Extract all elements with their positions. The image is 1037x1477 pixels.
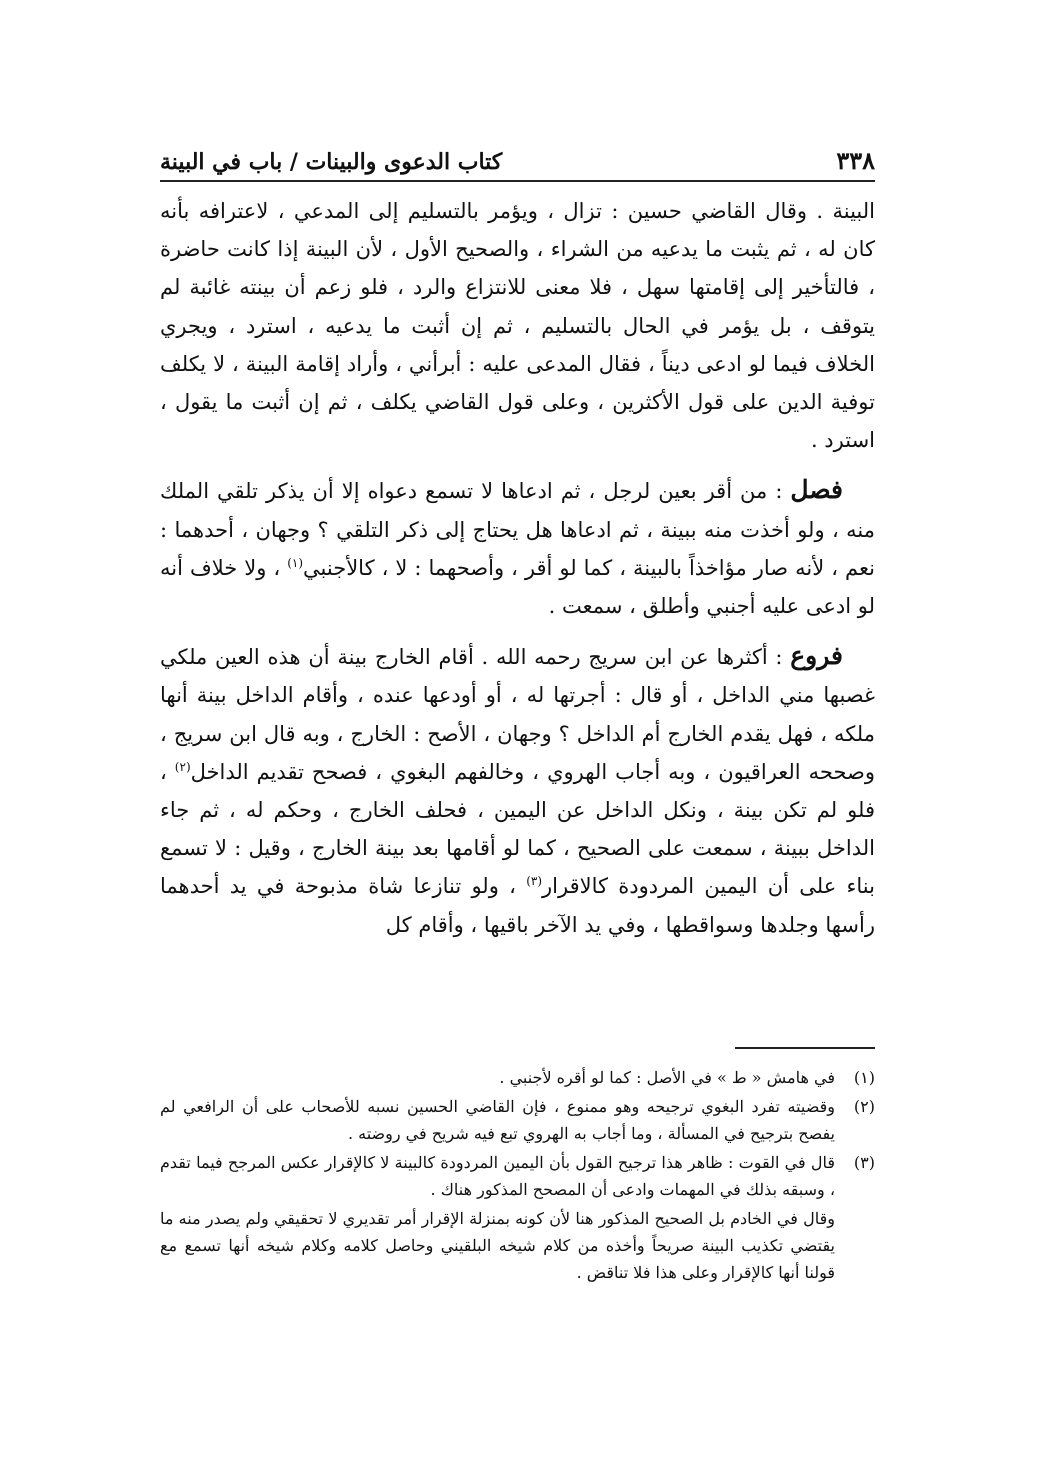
paragraph-furu: [160, 637, 875, 944]
running-title: كتاب الدعوى والبينات / باب في البينة: [160, 148, 503, 175]
main-text: [160, 192, 875, 956]
paragraph-continuation: البينة . وقال القاضي حسين : تزال ، ويؤمر بالتسليم إلى المدعي ، لاعترافه بأنه كان له ، ثم يثبت ما يدعيه من الشراء ، والصحيح الأول ، لأن البينة إذا كانت حاضرة ، فالتأخير إلى إقامتها سهل ، فلا معنى للانتزاع والرد ، فلو زعم أن بينته غائبة لم يتوقف ، بل يؤمر في الحال بالتسليم ، ثم إن أثبت ما يدعيه ، استرد ، ويجري الخلاف فيما لو ادعى ديناً ، فقال المدعى عليه : أبرأني ، وأراد إقامة البينة ، لا يكلف توفية الدين على قول الأكثرين ، وعلى قول القاضي يكلف ، ثم إن أثبت ما يقول ، استرد .: [160, 199, 875, 453]
paragraph-text: ، ولا خلاف أنه لو ادعى عليه أجنبي وأطلق ، سمعت .: [160, 555, 875, 619]
footnote-ref-1[interactable]: (١): [287, 555, 304, 570]
running-header: [160, 130, 875, 174]
footnote-text: وقضيته تفرد البغوي ترجيحه وهو ممنوع ، فإن القاضي الحسين نسبه للأصحاب على أن الرافعي لم يفصح بترجيح في المسألة ، وما أجاب به الهروي تبع فيه شريح في روضته .: [160, 1097, 835, 1143]
footnote-1: [160, 1064, 875, 1091]
footnotes: [160, 1064, 875, 1286]
footnote-number: (٣): [853, 1153, 875, 1172]
footnote-text: في هامش « ط » في الأصل : كما لو أقره لأجنبي .: [499, 1068, 835, 1087]
footnote-text: قال في القوت : ظاهر هذا ترجيح القول بأن اليمين المردودة كالبينة لا كالإقرار عكس المرجح فيما تقدم ، وسبقه بذلك في المهمات وادعى أن المصحح المذكور هناك .: [160, 1153, 835, 1199]
section-heading-fasl: فصل: [790, 475, 843, 505]
footnote-ref-2[interactable]: (٢): [174, 759, 191, 774]
page-number: ٣٣٨: [836, 145, 875, 175]
footnote-3-continuation: وقال في الخادم بل الصحيح المذكور هنا لأن كونه بمنزلة الإقرار أمر تقديري لا تحقيقي ولم يصدر منه ما يقتضي تكذيب البينة صريحاً وأخذه من كلام شيخه البلقيني وحاصل كلامه وكلام شيخه أنها تسمع مع قولنا أنها كالإقرار وعلى هذا فلا تناقض .: [160, 1209, 835, 1282]
paragraph-fasl: [160, 471, 875, 625]
section-heading-furu: فروع: [790, 641, 843, 671]
footnote-3: [160, 1149, 875, 1203]
footnote-number: (٢): [853, 1097, 875, 1116]
footnote-divider: [735, 1047, 875, 1049]
footnote-number: (١): [853, 1068, 875, 1087]
paragraph-text: : أكثرها عن ابن سريج رحمه الله . أقام الخارج بينة أن هذه العين ملكي غصبها مني الداخل ، أو قال : أجرتها له ، أو أودعها عنده ، وأقام الداخل بينة أنها ملكه ، فهل يقدم الخارج أم الداخل ؟ وجهان ، الأصح : الخارج ، وبه قال ابن سريج ، وصححه العراقيون ، وبه أجاب الهروي ، وخالفهم البغوي ، فصحح تقديم الداخل: [160, 645, 875, 784]
footnote-ref-3[interactable]: (٣): [526, 874, 543, 889]
paragraph-text: : من أقر بعين لرجل ، ثم ادعاها لا تسمع دعواه إلا أن يذكر تلقي الملك منه ، ولو أخذت منه ببينة ، ثم ادعاها هل يحتاج إلى ذكر التلقي ؟ وجهان ، أحدهما : نعم ، لأنه صار مؤاخذاً بالبينة ، كما لو أقر ، وأصحهما : لا ، كالأجنبي: [160, 479, 875, 580]
paragraph-text: ، ولو تنازعا شاة مذبوحة في يد أحدهما رأسها وجلدها وسواقطها ، وفي يد الآخر باقيها ، وأقام كل: [160, 874, 875, 937]
footnote-2: [160, 1093, 875, 1147]
paragraph-text: ، فلو لم تكن بينة ، ونكل الداخل عن اليمين ، فحلف الخارج ، وحكم له ، ثم جاء الداخل ببينة ، سمعت على الصحيح ، كما لو أقامها بعد بينة الخارج ، وقيل : لا تسمع بناء على أن اليمين المردودة كالاقرار: [160, 759, 875, 899]
header-divider: [160, 180, 875, 182]
